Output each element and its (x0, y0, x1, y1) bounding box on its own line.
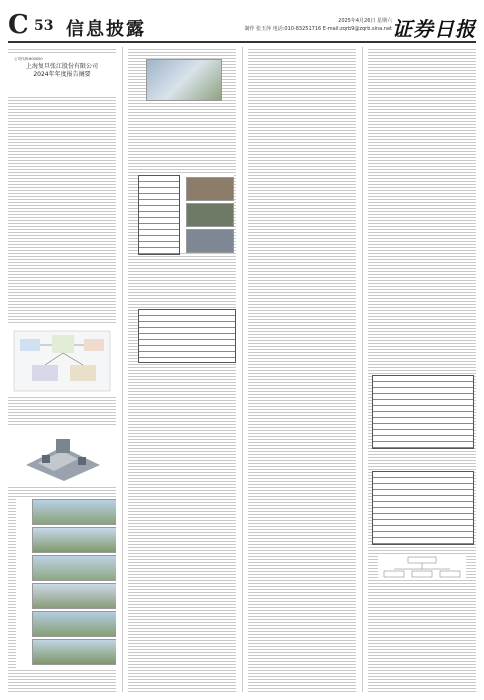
column-divider (242, 47, 243, 692)
org-chart (378, 555, 466, 579)
chart-block (378, 555, 466, 579)
newspaper-logo: 证券日报 (392, 17, 476, 41)
site-photo (32, 611, 116, 637)
header-meta (245, 17, 392, 33)
column-1 (8, 47, 116, 692)
aerial-photo (146, 59, 222, 101)
column-3 (248, 47, 356, 692)
aerial-photo-block (146, 59, 220, 99)
column-text (128, 47, 236, 692)
equipment-photo (186, 203, 234, 227)
building-block (8, 425, 116, 485)
header-rule (8, 41, 476, 43)
table-block (372, 375, 472, 447)
page-content (8, 47, 476, 692)
data-table (138, 175, 180, 255)
column-divider (362, 47, 363, 692)
building-illustration (8, 425, 116, 485)
report-heading (8, 55, 116, 95)
diagram-block (8, 325, 116, 397)
data-table (372, 375, 474, 449)
page-number: 53 (34, 18, 54, 34)
site-photo (32, 555, 116, 581)
site-photo (32, 583, 116, 609)
column-divider (122, 47, 123, 692)
section-badge: C (8, 10, 29, 40)
data-table (372, 471, 474, 545)
column-text (368, 47, 476, 692)
site-photo (32, 527, 116, 553)
report-title: 2024年年度报告摘要 (33, 71, 91, 78)
column-4 (368, 47, 476, 692)
section-title: 信息披露 (66, 19, 146, 40)
company-name: 上海复旦张江股份有限公司 (25, 63, 98, 70)
equipment-photo (186, 229, 234, 253)
site-photo (32, 639, 116, 665)
table-block (138, 309, 234, 361)
code-label: 公司代码:600000 (14, 57, 43, 61)
site-photo (32, 499, 116, 525)
column-text (248, 47, 356, 692)
table-block (372, 471, 472, 543)
header-date: 2025年4月26日 星期六 (338, 18, 392, 24)
column-2 (128, 47, 236, 692)
header-contact: 制作 张玉萍 电话:010-83251716 E-mail:zqrb9@zqrb.sina.net (244, 26, 392, 32)
page-header (0, 0, 484, 46)
data-table (138, 309, 236, 363)
flow-diagram (8, 325, 116, 397)
photo-stack (16, 499, 116, 669)
equipment-photo (186, 177, 234, 201)
table-block (138, 175, 234, 253)
